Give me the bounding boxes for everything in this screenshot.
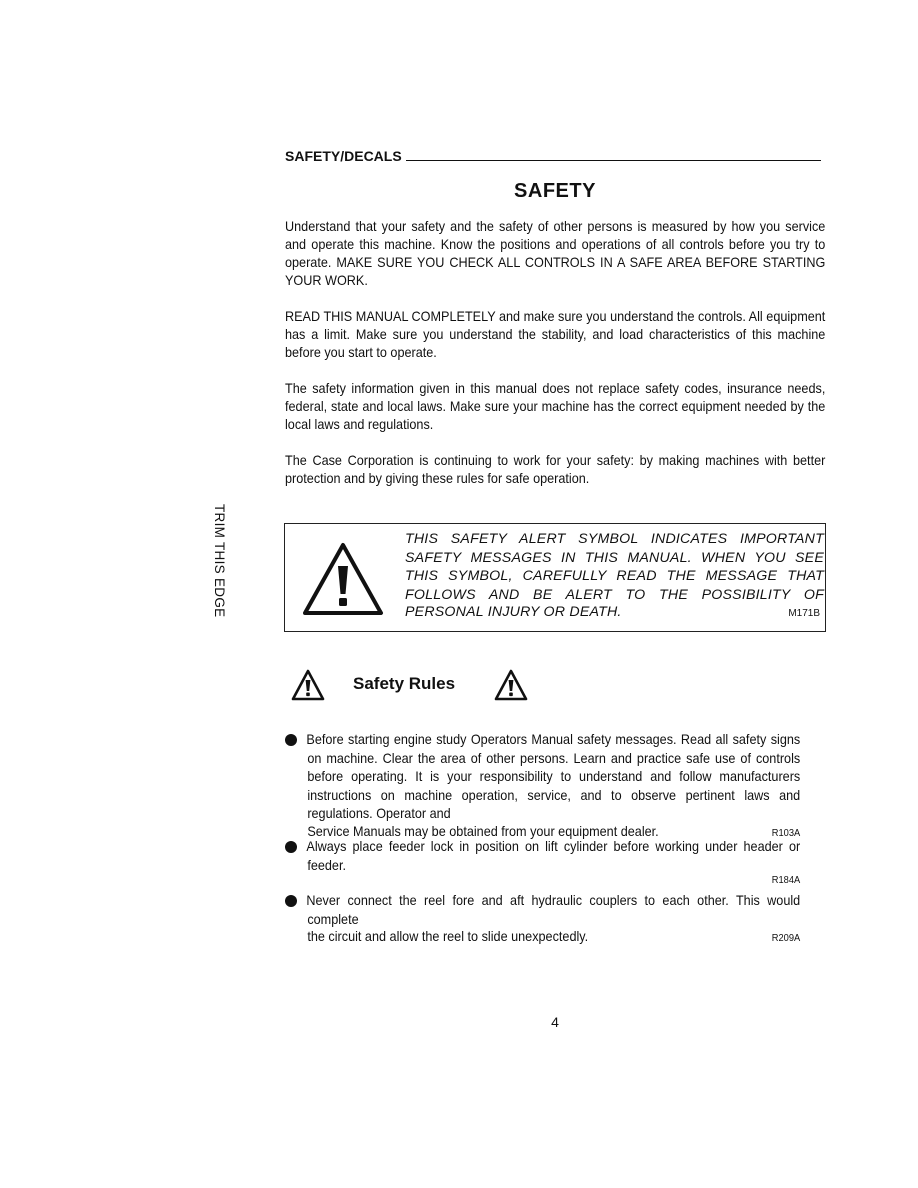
safety-rule-item [285,838,825,886]
header-rule [406,160,821,161]
intro-paragraph: Understand that your safety and the safety of other persons is measured by how you service and operate this machine. Know the positions and operations of all controls before you try to operate. MAKE SURE YOU CHECK ALL CONTROLS IN A SAFE AREA BEFORE STARTING YOUR WORK. [285,219,826,288]
rule-code: R209A [771,933,801,944]
alert-message: THIS SAFETY ALERT SYMBOL INDICATES IMPORTANT SAFETY MESSAGES IN THIS MANUAL. WHEN YOU SEE THIS SYMBOL, CAREFULLY READ THE MESSAGE THAT FOLLOWS AND BE ALERT TO THE POSSIBILITY OF [405,531,824,603]
warning-triangle-icon [493,668,529,702]
page-number: 4 [551,1014,559,1030]
section-label: SAFETY/DECALS [285,148,402,164]
manual-paragraph: READ THIS MANUAL COMPLETELY and make sure you understand the controls. All equipment has a limit. Make sure you understand the stability, and load characteristics of this machine before you start to operate. [285,309,826,360]
warning-triangle-icon [290,668,326,702]
rule-last-line [307,824,800,839]
alert-last-line [405,604,824,620]
warning-triangle-icon [302,542,384,616]
rule-text: Never connect the reel fore and aft hydraulic couplers to each other. This would complete [306,893,801,927]
alert-message-end: PERSONAL INJURY OR DEATH. [405,604,622,620]
page-title: SAFETY [514,180,596,202]
safety-alert-box [284,523,826,632]
rule-text: Before starting engine study Operators Manual safety messages. Read all safety signs on machine. Clear the area of other persons. Learn and practice safe use of controls before operating. It is your responsibility to understand and follow manufacturers instructions on machine operation, service, and to observe pertinent laws and regulations. Operator and [306,732,801,821]
section-header [285,148,821,164]
trim-edge-note: TRIM THIS EDGE [212,504,227,618]
rule-last-line [307,875,800,886]
safety-rule-item [285,731,825,839]
rule-code: R103A [771,827,801,839]
rule-text-end: the circuit and allow the reel to slide unexpectedly. [307,929,589,944]
safety-rules-title: Safety Rules [353,674,456,693]
safety-rule-item [285,892,825,944]
rule-text: Always place feeder lock in position on lift cylinder before working under header or feeder. [306,839,801,873]
case-paragraph: The Case Corporation is continuing to work for your safety: by making machines with better protection and by giving these rules for safe operation. [285,453,826,486]
codes-paragraph: The safety information given in this manual does not replace safety codes, insurance needs, federal, state and local laws. Make sure your machine has the correct equipment needed by the local laws and regulations. [285,381,826,432]
alert-code: M171B [788,608,820,619]
rule-last-line [307,929,800,944]
rule-text-end: Service Manuals may be obtained from your equipment dealer. [307,823,659,839]
rule-code: R184A [771,875,801,886]
